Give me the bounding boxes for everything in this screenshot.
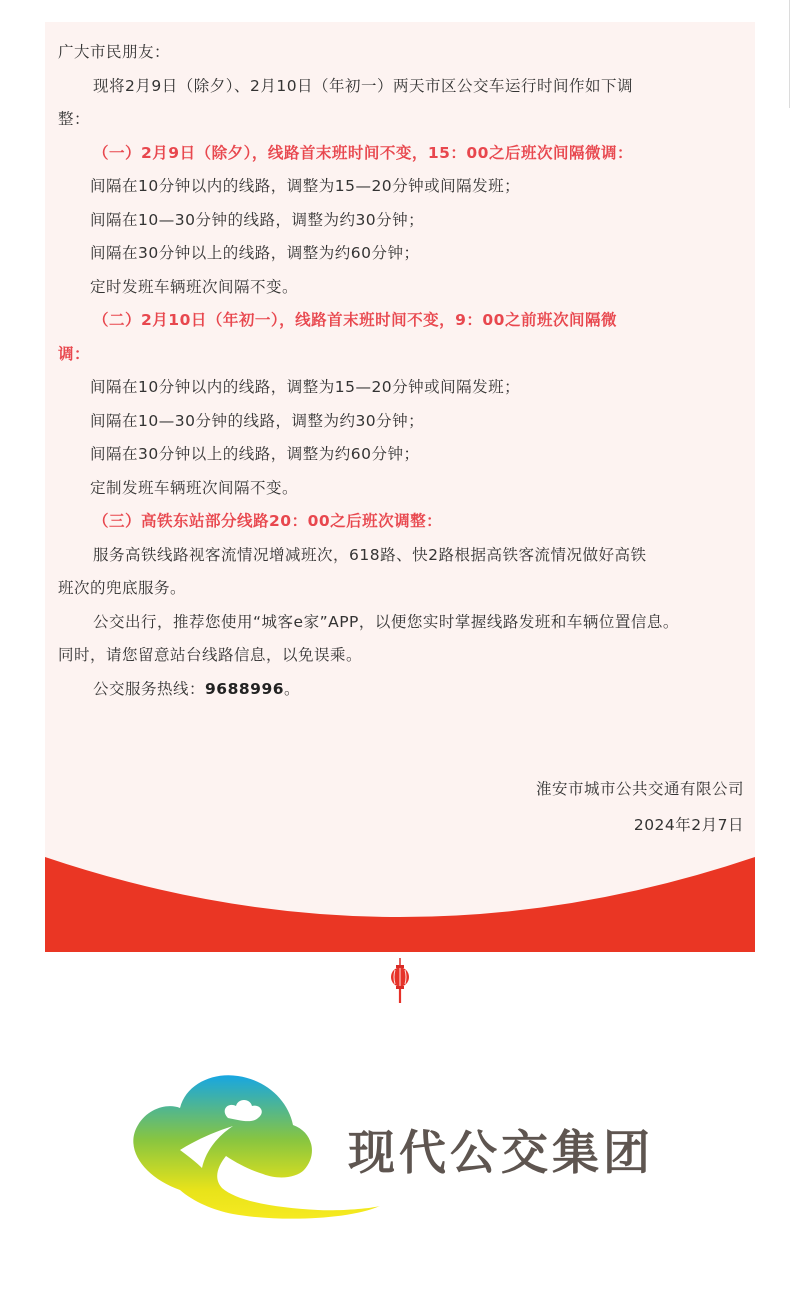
notice-card	[45, 22, 755, 952]
section-2-item: 定制发班车辆班次间隔不变。	[90, 478, 299, 497]
hotline	[58, 673, 744, 707]
lantern-icon	[388, 958, 412, 1004]
signature: 淮安市城市公共交通有限公司	[535, 780, 744, 798]
hotline-end: 。	[284, 679, 301, 698]
section-3-heading: （三）高铁东站部分线路20：00之后班次调整：	[93, 512, 443, 530]
issue-date: 2024年2月7日	[633, 815, 744, 834]
app-tip-line-1: 公交出行，推荐您使用“城客e家”APP，以便您实时掌握线路发班和车辆位置信息。	[93, 612, 679, 631]
scroll-edge-divider	[789, 0, 790, 108]
section-2-item: 间隔在10分钟以内的线路，调整为15—20分钟或间隔发班；	[90, 378, 521, 396]
section-2-item: 间隔在10—30分钟的线路，调整为约30分钟；	[90, 411, 425, 430]
section-1-item: 定时发班车辆班次间隔不变。	[90, 277, 299, 296]
section-3-body-line-2: 班次的兜底服务。	[58, 579, 187, 597]
section-1-item: 间隔在10分钟以内的线路，调整为15—20分钟或间隔发班；	[90, 177, 521, 195]
hotline-label: 公交服务热线：	[93, 679, 206, 698]
section-1-item: 间隔在10—30分钟的线路，调整为约30分钟；	[90, 210, 425, 229]
intro-line-1: 现将2月9日（除夕）、2月10日（年初一）两天市区公交车运行时间作如下调	[93, 76, 634, 95]
section-1-item: 间隔在30分钟以上的线路，调整为约60分钟；	[90, 244, 420, 262]
greeting: 广大市民朋友：	[58, 43, 171, 61]
hotline-number: 9688996	[205, 679, 285, 698]
intro-line-2: 整：	[58, 110, 91, 128]
app-tip-line-2: 同时，请您留意站台线路信息，以免误乘。	[58, 646, 363, 664]
spacer	[58, 706, 744, 773]
section-2-heading-line-1: （二）2月10日（年初一），线路首末班时间不变，9：00之前班次间隔微	[93, 311, 617, 329]
wave-shape	[45, 857, 755, 952]
section-1-heading: （一）2月9日（除夕），线路首末班时间不变，15：00之后班次间隔微调：	[93, 143, 633, 162]
brand-name: 现代公交集团	[348, 1126, 654, 1181]
section-3-body-line-1: 服务高铁线路视客流情况增减班次，618路、快2路根据高铁客流情况做好高铁	[93, 545, 647, 564]
section-2-heading-line-2: 调：	[58, 344, 91, 363]
notice-article	[58, 36, 744, 842]
red-wave-banner	[45, 857, 755, 952]
section-2-item: 间隔在30分钟以上的线路，调整为约60分钟；	[90, 445, 420, 463]
cloud-swirl-logo-icon	[118, 1070, 386, 1220]
